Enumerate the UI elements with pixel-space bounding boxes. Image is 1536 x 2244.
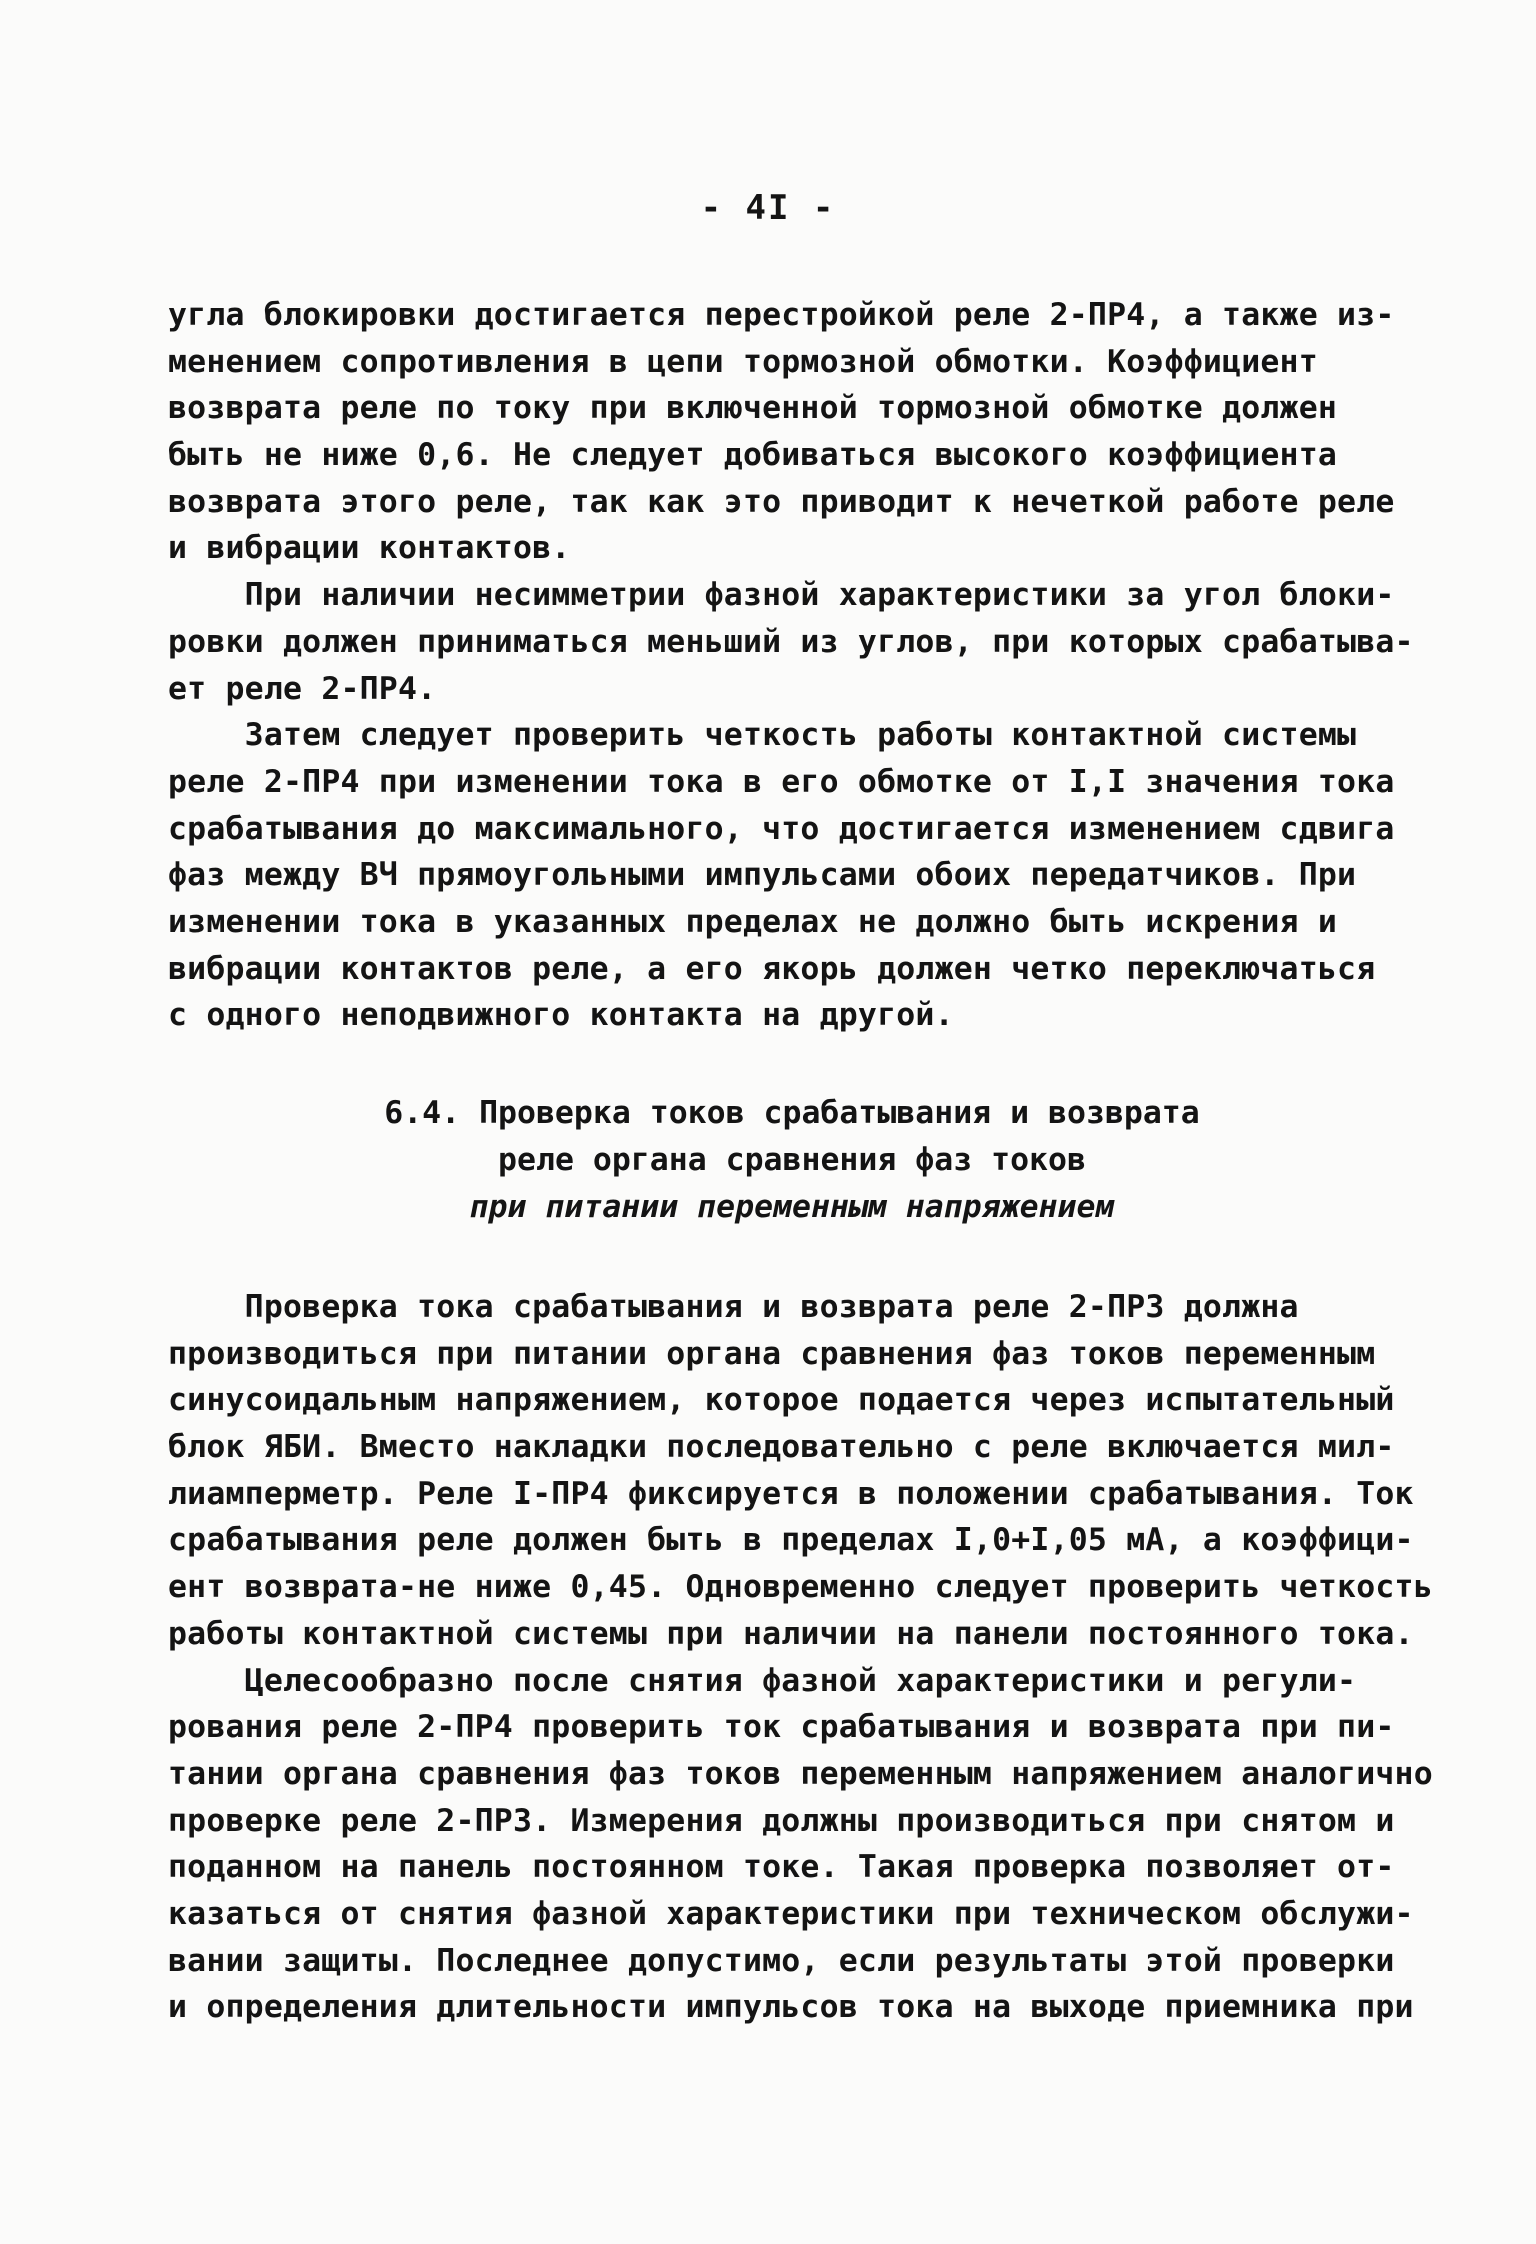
text-line: возврата этого реле, так как это приводит к нечеткой работе реле: [168, 483, 1395, 520]
text-line: вибрации контактов реле, а его якорь должен четко переключаться: [168, 950, 1376, 987]
text-line: Затем следует проверить четкость работы контактной системы: [168, 717, 1357, 754]
page-number: - 4I -: [700, 188, 836, 228]
text-line: ет реле 2-ПР4.: [168, 670, 437, 707]
text-line: фаз между ВЧ прямоугольными импульсами обоих передатчиков. При: [168, 857, 1357, 894]
text-line: изменении тока в указанных пределах не должно быть искрения и: [168, 903, 1338, 940]
text-line: синусоидальным напряжением, которое подается через испытательный: [168, 1382, 1395, 1419]
section-heading-line: реле органа сравнения фаз токов: [498, 1142, 1086, 1178]
text-line: При наличии несимметрии фазной характеристики за угол блоки-: [168, 577, 1395, 614]
text-line: блок ЯБИ. Вместо накладки последовательно с реле включается мил-: [168, 1429, 1395, 1466]
text-line: ровки должен приниматься меньший из углов, при которых срабатыва-: [168, 623, 1414, 660]
text-line: лиамперметр. Реле I-ПР4 фиксируется в положении срабатывания. Ток: [168, 1475, 1414, 1512]
text-line: поданном на панель постоянном токе. Такая проверка позволяет от-: [168, 1849, 1395, 1886]
text-line: и вибрации контактов.: [168, 530, 571, 567]
text-line: работы контактной системы при наличии на панели постоянного тока.: [168, 1615, 1414, 1652]
text-line: рования реле 2-ПР4 проверить ток срабатывания и возврата при пи-: [168, 1709, 1395, 1746]
text-line: тании органа сравнения фаз токов переменным напряжением аналогично: [168, 1755, 1433, 1792]
text-line: реле 2-ПР4 при изменении тока в его обмотке от I,I значения тока: [168, 763, 1395, 800]
text-line: и определения длительности импульсов тока на выходе приемника при: [168, 1989, 1414, 2026]
bottom-text-block: [168, 1284, 1433, 2031]
section-heading-line: при питании переменным напряжением: [469, 1189, 1115, 1225]
text-line: проверке реле 2-ПР3. Измерения должны производиться при снятом и: [168, 1802, 1395, 1839]
section-heading: [168, 1090, 1416, 1231]
text-line: ент возврата-не ниже 0,45. Одновременно следует проверить четкость: [168, 1569, 1433, 1606]
text-line: возврата реле по току при включенной тормозной обмотке должен: [168, 390, 1338, 427]
text-line: с одного неподвижного контакта на другой.: [168, 997, 954, 1034]
section-heading-line: 6.4. Проверка токов срабатывания и возврата: [384, 1095, 1200, 1131]
text-line: Целесообразно после снятия фазной характеристики и регули-: [168, 1662, 1357, 1699]
top-text-block: [168, 292, 1416, 1039]
text-line: вании защиты. Последнее допустимо, если результаты этой проверки: [168, 1942, 1395, 1979]
text-line: казаться от снятия фазной характеристики при техническом обслужи-: [168, 1895, 1414, 1932]
text-line: менением сопротивления в цепи тормозной обмотки. Коэффициент: [168, 343, 1318, 380]
text-line: угла блокировки достигается перестройкой реле 2-ПР4, а также из-: [168, 297, 1395, 333]
text-line: срабатывания до максимального, что достигается изменением сдвига: [168, 810, 1395, 847]
text-line: быть не ниже 0,6. Не следует добиваться высокого коэффициента: [168, 437, 1338, 474]
text-line: срабатывания реле должен быть в пределах I,0+I,05 мА, а коэффици-: [168, 1522, 1414, 1559]
text-line: производиться при питании органа сравнения фаз токов переменным: [168, 1335, 1376, 1372]
text-line: Проверка тока срабатывания и возврата реле 2-ПР3 должна: [168, 1289, 1299, 1325]
